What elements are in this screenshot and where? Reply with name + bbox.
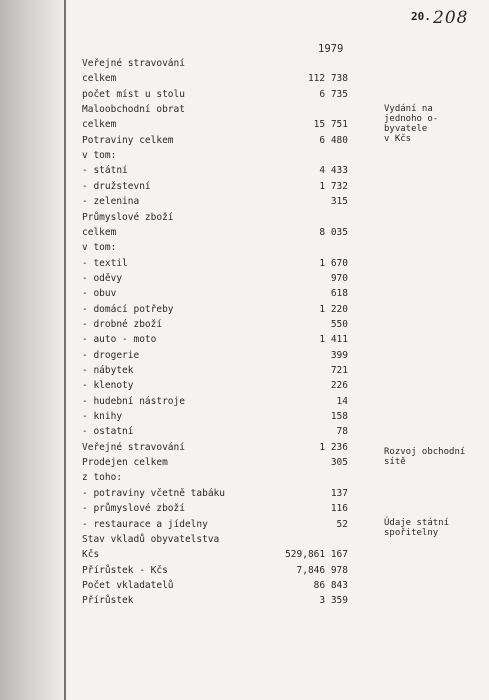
- row-value: 158: [330, 411, 348, 423]
- row-value: 970: [330, 272, 348, 284]
- row-value: 1 732: [319, 180, 348, 192]
- row-label: - restaurace a jídelny: [82, 518, 208, 530]
- note-savings-bank: Údaje státní spořitelny: [384, 518, 450, 538]
- table-row: [0, 426, 489, 440]
- row-label: - státní: [82, 165, 128, 177]
- table-row: [0, 595, 489, 609]
- row-value: 7,846 978: [296, 564, 348, 576]
- row-value: 550: [330, 318, 348, 330]
- row-label: - auto - moto: [82, 334, 157, 346]
- table-row: [0, 488, 489, 502]
- row-label: Potraviny celkem: [82, 134, 174, 146]
- table-row: [0, 227, 489, 241]
- row-label: v tom:: [82, 242, 117, 254]
- table-row: [0, 411, 489, 425]
- table-row: [0, 380, 489, 394]
- table-row: [0, 196, 489, 210]
- table-row: [0, 350, 489, 364]
- row-label: Maloobchodní obrat: [82, 104, 185, 116]
- table-row: [0, 319, 489, 333]
- row-value: 78: [336, 426, 348, 438]
- row-value: 86 843: [313, 579, 348, 591]
- table-row: [0, 242, 489, 256]
- row-value: 116: [330, 503, 348, 515]
- row-value: 1 220: [319, 303, 348, 315]
- row-value: 1 670: [319, 257, 348, 269]
- row-value: 137: [330, 487, 348, 499]
- row-label: celkem: [82, 226, 117, 238]
- row-label: Přírůstek: [82, 595, 134, 607]
- table-row: [0, 273, 489, 287]
- note-expenditure-per-capita: Vydání na jednoho o- byvatele v Kčs: [384, 104, 439, 144]
- row-value: 305: [330, 457, 348, 469]
- row-label: - drobné zboží: [82, 318, 163, 330]
- row-label: Prodejen celkem: [82, 457, 168, 469]
- row-value: 14: [336, 395, 348, 407]
- page-number: 20.: [411, 10, 431, 23]
- row-value: 52: [336, 518, 348, 530]
- row-value: 226: [330, 380, 348, 392]
- row-label: - průmyslové zboží: [82, 503, 185, 515]
- row-label: z toho:: [82, 472, 123, 484]
- row-label: počet míst u stolu: [82, 88, 185, 100]
- table-row: [0, 288, 489, 302]
- row-value: 3 359: [319, 595, 348, 607]
- row-value: 112 738: [307, 73, 348, 85]
- row-label: - nábytek: [82, 365, 134, 376]
- row-label: Kčs: [82, 549, 100, 561]
- row-value: 1 236: [319, 441, 348, 453]
- row-label: - družstevní: [82, 180, 151, 192]
- table-row: [0, 73, 489, 87]
- row-label: Přírůstek - Kčs: [82, 564, 168, 576]
- row-label: - domácí potřeby: [82, 303, 174, 315]
- table-row: [0, 89, 489, 103]
- row-value: 15 751: [313, 119, 348, 131]
- table-row: [0, 396, 489, 410]
- row-label: Veřejné stravování: [82, 441, 185, 453]
- table-row: [0, 565, 489, 579]
- table-row: [0, 304, 489, 318]
- table-row: [0, 258, 489, 272]
- row-label: Průmyslové zboží: [82, 211, 174, 223]
- table-row: [0, 503, 489, 517]
- row-label: - ostatní: [82, 426, 134, 438]
- row-label: v tom:: [82, 150, 117, 162]
- row-value: 8 035: [319, 226, 348, 238]
- table-row: [0, 181, 489, 195]
- row-value: 529,861 167: [285, 549, 348, 561]
- year-column-header: 1979: [318, 43, 344, 55]
- row-value: 6 735: [319, 88, 348, 100]
- row-value: 6 480: [319, 134, 348, 146]
- row-value: 721: [330, 365, 348, 376]
- table-row: [0, 472, 489, 486]
- row-label: Veřejné stravování: [82, 58, 185, 69]
- row-label: Počet vkladatelů: [82, 579, 174, 591]
- table-row: [0, 150, 489, 164]
- row-value: 399: [330, 349, 348, 361]
- row-value: 618: [330, 288, 348, 300]
- table-row: [0, 365, 489, 379]
- table-row: [0, 580, 489, 594]
- row-label: - knihy: [82, 411, 123, 423]
- row-label: - zelenina: [82, 196, 140, 208]
- note-retail-network: Rozvoj obchodní sítě: [384, 447, 466, 467]
- table-row: [0, 549, 489, 563]
- row-label: - hudební nástroje: [82, 395, 185, 407]
- table-row: [0, 212, 489, 226]
- row-value: 315: [330, 196, 348, 208]
- row-label: - obuv: [82, 288, 117, 300]
- table-row: [0, 334, 489, 348]
- row-label: - klenoty: [82, 380, 134, 392]
- row-label: celkem: [82, 119, 117, 131]
- table-row: [0, 58, 489, 72]
- row-label: Stav vkladů obyvatelstva: [82, 533, 220, 545]
- table-row: [0, 165, 489, 179]
- row-value: 4 433: [319, 165, 348, 177]
- row-label: - drogerie: [82, 349, 140, 361]
- row-label: - potraviny včetně tabáku: [82, 487, 225, 499]
- row-value: 1 411: [319, 334, 348, 346]
- row-label: - textil: [82, 257, 128, 269]
- row-label: celkem: [82, 73, 117, 85]
- row-label: - oděvy: [82, 272, 123, 284]
- handwritten-page-number: 208: [433, 8, 469, 28]
